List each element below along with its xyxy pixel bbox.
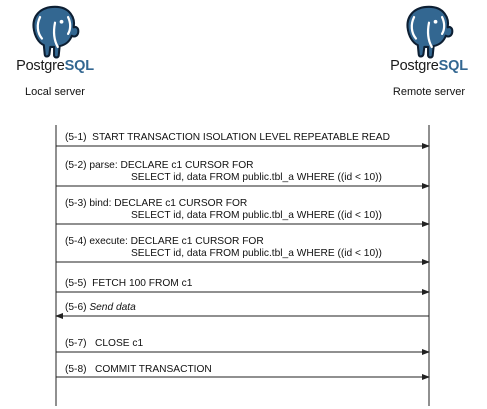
message-label [65, 160, 382, 184]
message-label [65, 302, 136, 314]
message-label [65, 364, 212, 376]
message-line2: SELECT id, data FROM public.tbl_a WHERE ((id < 10)) [131, 210, 382, 221]
message-label [65, 198, 382, 222]
message-label [65, 132, 390, 144]
message-label [65, 338, 143, 350]
remote-postgresql-logo-text: PostgreSQL [390, 58, 468, 74]
message-label [65, 236, 382, 260]
message-line1: (5-3) bind: DECLARE c1 CURSOR FOR [65, 198, 248, 209]
remote-server-label: Remote server [392, 86, 466, 98]
message-line1: (5-1) START TRANSACTION ISOLATION LEVEL REPEATABLE READ [65, 132, 390, 143]
local-postgresql-logo-text: PostgreSQL [16, 58, 94, 74]
message-line2: SELECT id, data FROM public.tbl_a WHERE ((id < 10)) [131, 248, 382, 259]
message-line2: SELECT id, data FROM public.tbl_a WHERE ((id < 10)) [131, 172, 382, 183]
message-line1: (5-7) CLOSE c1 [65, 338, 144, 349]
message-line1: (5-8) COMMIT TRANSACTION [65, 364, 212, 375]
message-line1: (5-5) FETCH 100 FROM c1 [65, 278, 193, 289]
message-line1: (5-6) [65, 302, 90, 313]
message-label [65, 278, 192, 290]
message-italic-text: Send data [89, 302, 136, 313]
message-line1: (5-2) parse: DECLARE c1 CURSOR FOR [65, 160, 254, 171]
message-line1: (5-4) execute: DECLARE c1 CURSOR FOR [65, 236, 264, 247]
local-server-label: Local server [25, 86, 85, 98]
